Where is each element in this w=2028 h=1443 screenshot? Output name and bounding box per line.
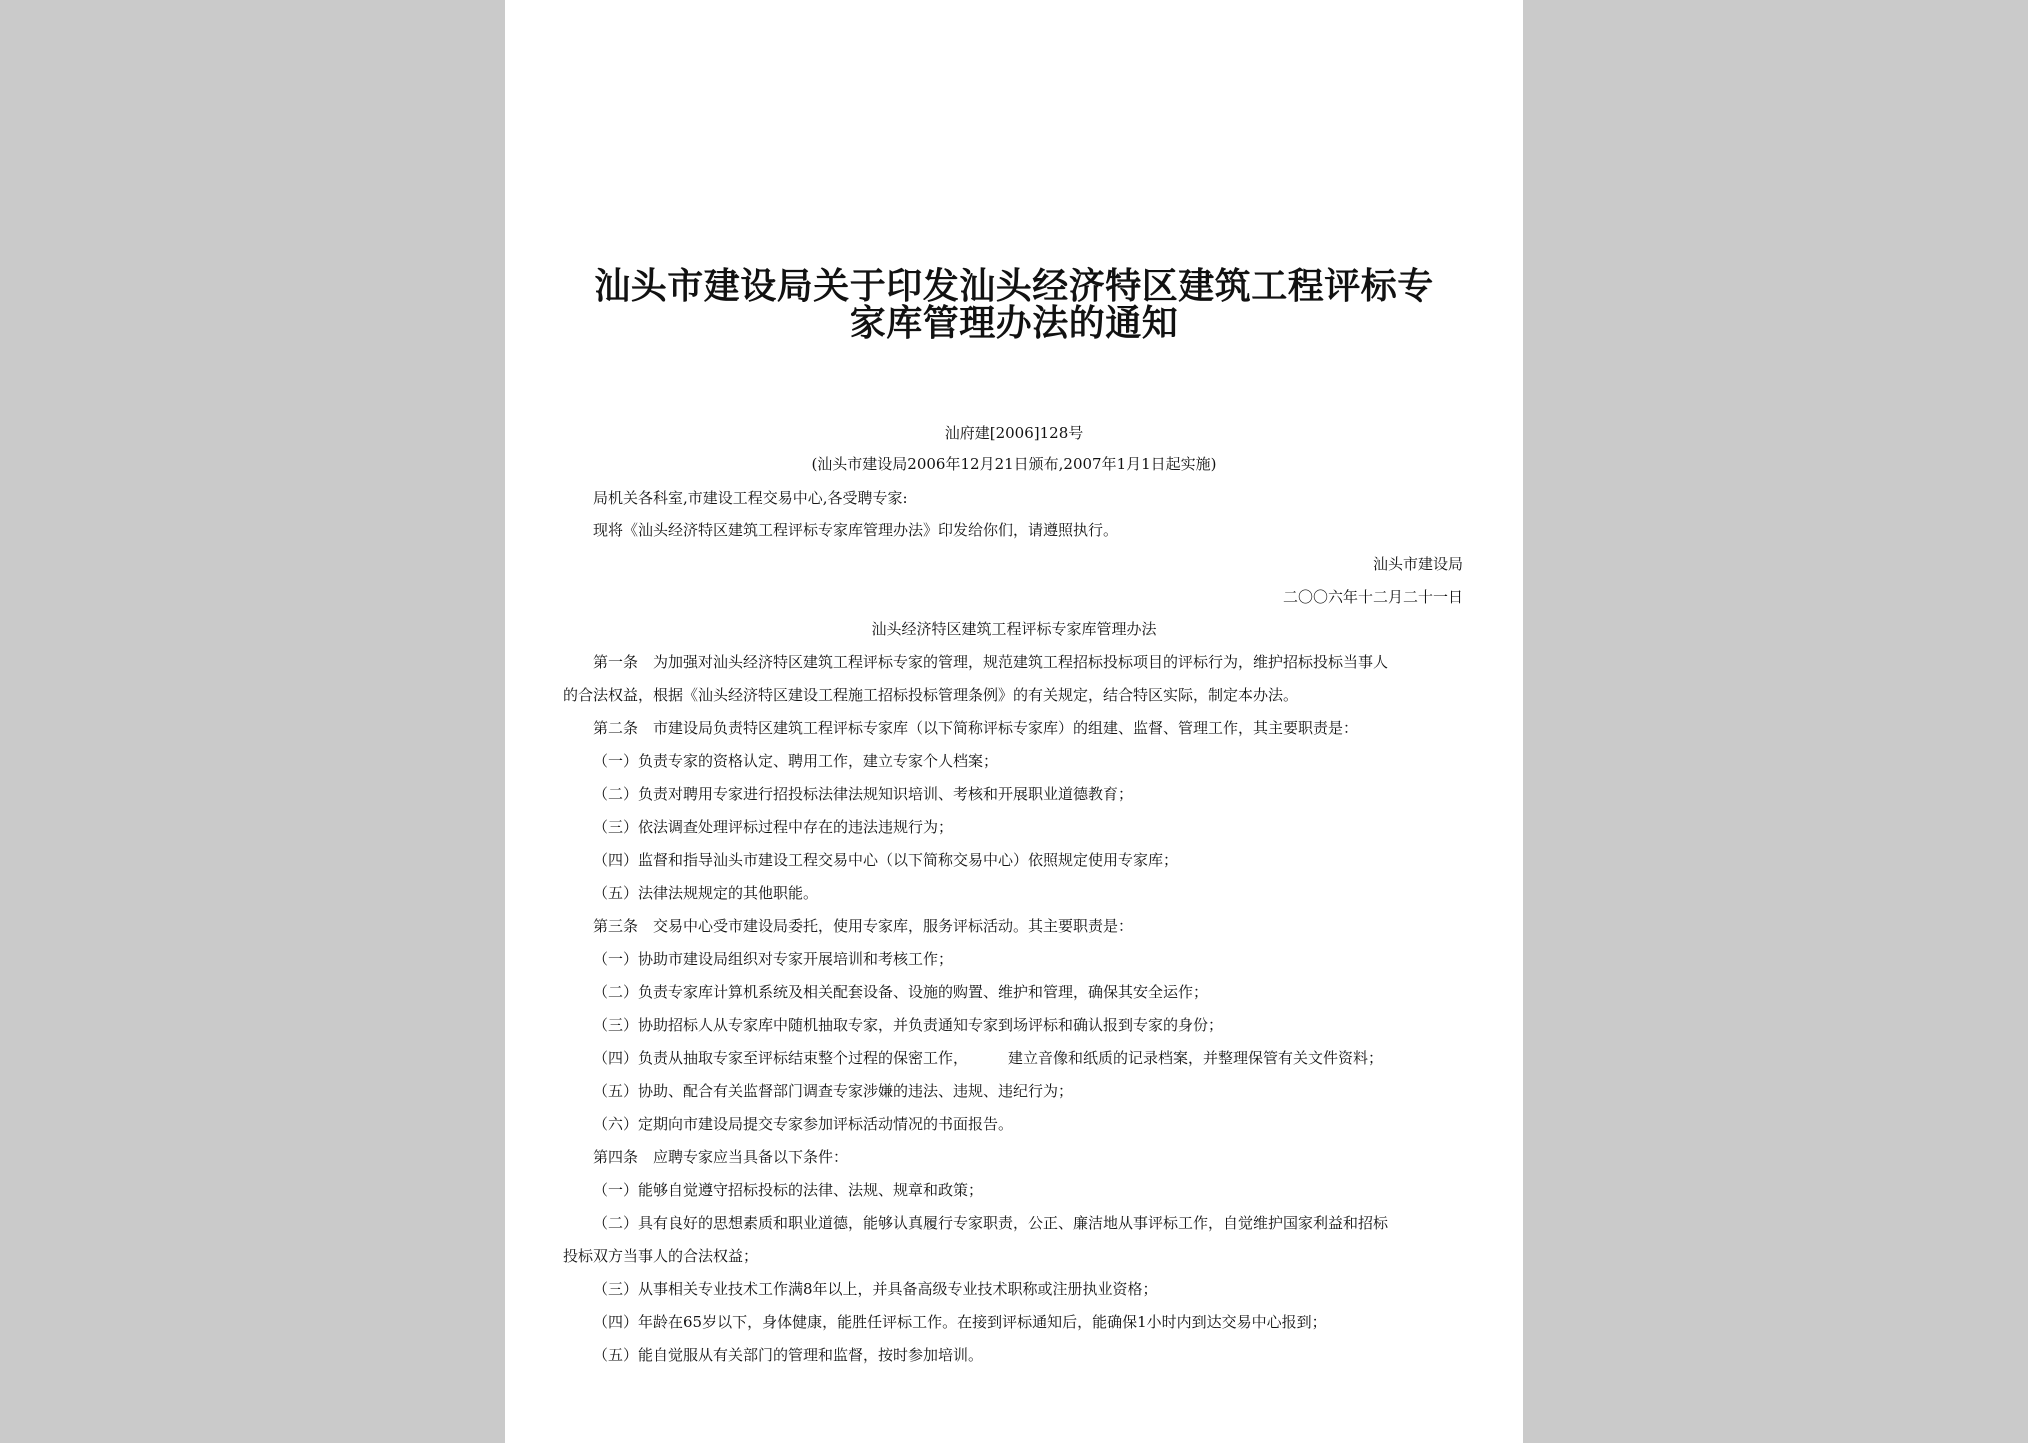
article-2-item-2: （二）负责对聘用专家进行招投标法律法规知识培训、考核和开展职业道德教育； [593, 785, 1134, 803]
issue-date: 二〇〇六年十二月二十一日 [1282, 588, 1463, 606]
article-3-item-6: （六）定期向市建设局提交专家参加评标活动情况的书面报告。 [593, 1115, 1014, 1133]
document-title-line-2: 家库管理办法的通知 [849, 302, 1179, 344]
regulation-subtitle: 汕头经济特区建筑工程评标专家库管理办法 [871, 620, 1157, 638]
article-4-item-4: （四）年龄在65岁以下，身体健康，能胜任评标工作。在接到评标通知后，能确保1小时内到达交易中心报到； [593, 1313, 1327, 1331]
article-4: 第四条 应聘专家应当具备以下条件： [593, 1148, 849, 1166]
article-4-item-2-line-2: 投标双方当事人的合法权益； [563, 1247, 759, 1265]
article-3-item-1: （一）协助市建设局组织对专家开展培训和考核工作； [593, 950, 954, 968]
article-4-item-3: （三）从事相关专业技术工作满8年以上，并具备高级专业技术职称或注册执业资格； [593, 1280, 1158, 1298]
article-4-item-1: （一）能够自觉遵守招标投标的法律、法规、规章和政策； [593, 1181, 984, 1199]
document-page [505, 0, 1523, 1443]
article-2-item-5: （五）法律法规规定的其他职能。 [593, 884, 819, 902]
article-3-item-3: （三）协助招标人从专家库中随机抽取专家，并负责通知专家到场评标和确认报到专家的身份； [593, 1016, 1224, 1034]
article-2: 第二条 市建设局负责特区建筑工程评标专家库（以下简称评标专家库）的组建、监督、管理工作，其主要职责是： [593, 719, 1359, 737]
article-3-item-4-part-1: （四）负责从抽取专家至评标结束整个过程的保密工作， [593, 1049, 969, 1067]
article-3-item-4 [593, 1048, 1383, 1068]
article-2-item-1: （一）负责专家的资格认定、聘用工作，建立专家个人档案； [593, 752, 999, 770]
article-4-item-5: （五）能自觉服从有关部门的管理和监督，按时参加培训。 [593, 1346, 984, 1364]
document-number: 汕府建[2006]128号 [944, 424, 1084, 442]
article-1-line-1: 第一条 为加强对汕头经济特区建筑工程评标专家的管理，规范建筑工程招标投标项目的评标行为，维护招标投标当事人 [593, 653, 1389, 671]
article-3-item-4-part-2: 建立音像和纸质的记录档案，并整理保管有关文件资料； [1008, 1049, 1384, 1067]
issuer-signature: 汕头市建设局 [1372, 555, 1463, 573]
article-3-item-5: （五）协助、配合有关监督部门调查专家涉嫌的违法、违规、违纪行为； [593, 1082, 1074, 1100]
article-2-item-4: （四）监督和指导汕头市建设工程交易中心（以下简称交易中心）依照规定使用专家库； [593, 851, 1179, 869]
article-3-item-2: （二）负责专家库计算机系统及相关配套设备、设施的购置、维护和管理，确保其安全运作； [593, 983, 1209, 1001]
article-1-line-2: 的合法权益，根据《汕头经济特区建设工程施工招标投标管理条例》的有关规定，结合特区实际，制定本办法。 [563, 686, 1299, 704]
document-title-line-1: 汕头市建设局关于印发汕头经济特区建筑工程评标专 [594, 265, 1434, 307]
issue-note: (汕头市建设局2006年12月21日颁布,2007年1月1日起实施) [811, 455, 1217, 473]
intro-paragraph: 现将《汕头经济特区建筑工程评标专家库管理办法》印发给你们，请遵照执行。 [593, 521, 1119, 539]
article-4-item-2-line-1: （二）具有良好的思想素质和职业道德，能够认真履行专家职责，公正、廉洁地从事评标工作，自觉维护国家利益和招标 [593, 1214, 1389, 1232]
addressee: 局机关各科室,市建设工程交易中心,各受聘专家: [593, 489, 908, 507]
article-2-item-3: （三）依法调查处理评标过程中存在的违法违规行为； [593, 818, 954, 836]
article-3: 第三条 交易中心受市建设局委托，使用专家库，服务评标活动。其主要职责是： [593, 917, 1134, 935]
